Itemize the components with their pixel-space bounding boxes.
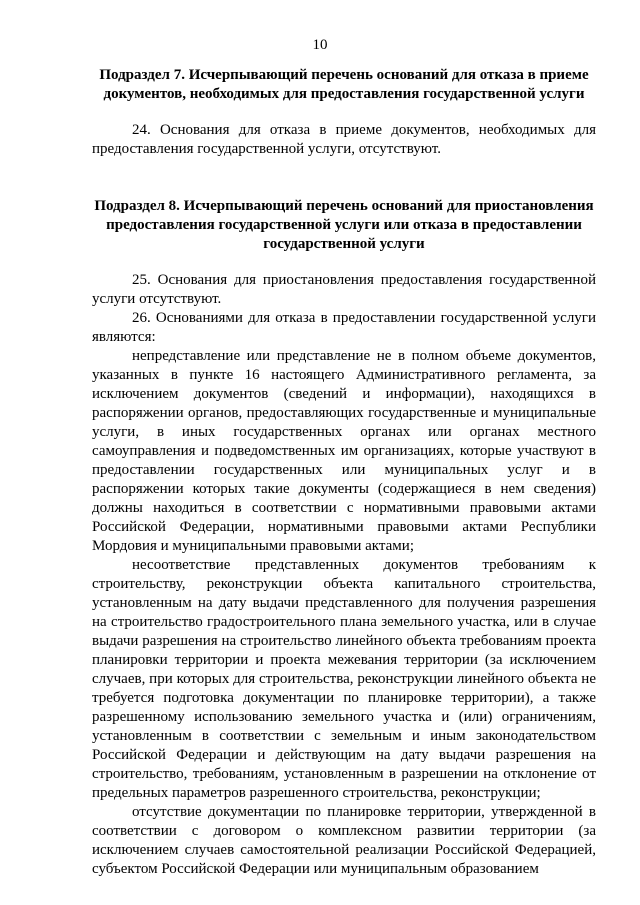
paragraph-25: 25. Основания для приостановления предоставления государственной услуги отсутствуют. <box>92 272 596 307</box>
paragraph-26: 26. Основаниями для отказа в предоставлении государственной услуги являются: <box>92 310 596 345</box>
list-item-no-planning-docs: отсутствие документации по планировке территории, утвержденной в соответствии с договором о комплексном развитии территории (за исключением случаев самостоятельной реализации Российской Федерацией, субъектом Российской Федерации или муниципальным образованием <box>92 804 596 877</box>
paragraph-24: 24. Основания для отказа в приеме документов, необходимых для предоставления государственной услуги, отсутствуют. <box>92 122 596 157</box>
list-item-nonconformity: несоответствие представленных документов требованиям к строительству, реконструкции объекта капитального строительства, установленным на дату выдачи представленного для получения разрешения на строительство градостроительного плана земельного участка, или в случае выдачи разрешения на строительство линейного объекта требованиям проекта планировки территории и проекта межевания территории (за исключением случаев, при которых для строительства, реконструкции линейного объекта не требуется подготовка документации по планировке территории), а также разрешенному использованию земельного участка и (или) ограничениям, установленным в соответствии с земельным и иным законодательством Российской Федерации и действующим на дату выдачи разрешения на строительство, требованиям, установленным в разрешении на отклонение от предельных параметров разрешенного строительства, реконструкции; <box>92 557 596 801</box>
section-heading-8: Подраздел 8. Исчерпывающий перечень оснований для приостановления предоставления государственной услуги или отказа в предоставлении государственной услуги <box>94 198 594 252</box>
document-body <box>92 66 596 879</box>
page-number: 10 <box>312 37 328 53</box>
list-item-nonsubmission: непредставление или представление не в полном объеме документов, указанных в пункте 16 настоящего Административного регламента, за исключением документов (сведений и информации), находящихся в распоряжении органов, предоставляющих государственные и муниципальные услуги, в иных государственных органах или органах местного самоуправления и подведомственных им организациях, которые участвуют в предоставлении государственных или муниципальных услуг и в распоряжении которых такие документы (содержащиеся в нем сведения) должны находиться в соответствии с нормативными правовыми актами Российской Федерации, нормативными правовыми актами Республики Мордовия и муниципальными правовыми актами; <box>92 348 596 554</box>
section-heading-7: Подраздел 7. Исчерпывающий перечень оснований для отказа в приеме документов, необходимых для предоставления государственной услуги <box>99 67 589 102</box>
